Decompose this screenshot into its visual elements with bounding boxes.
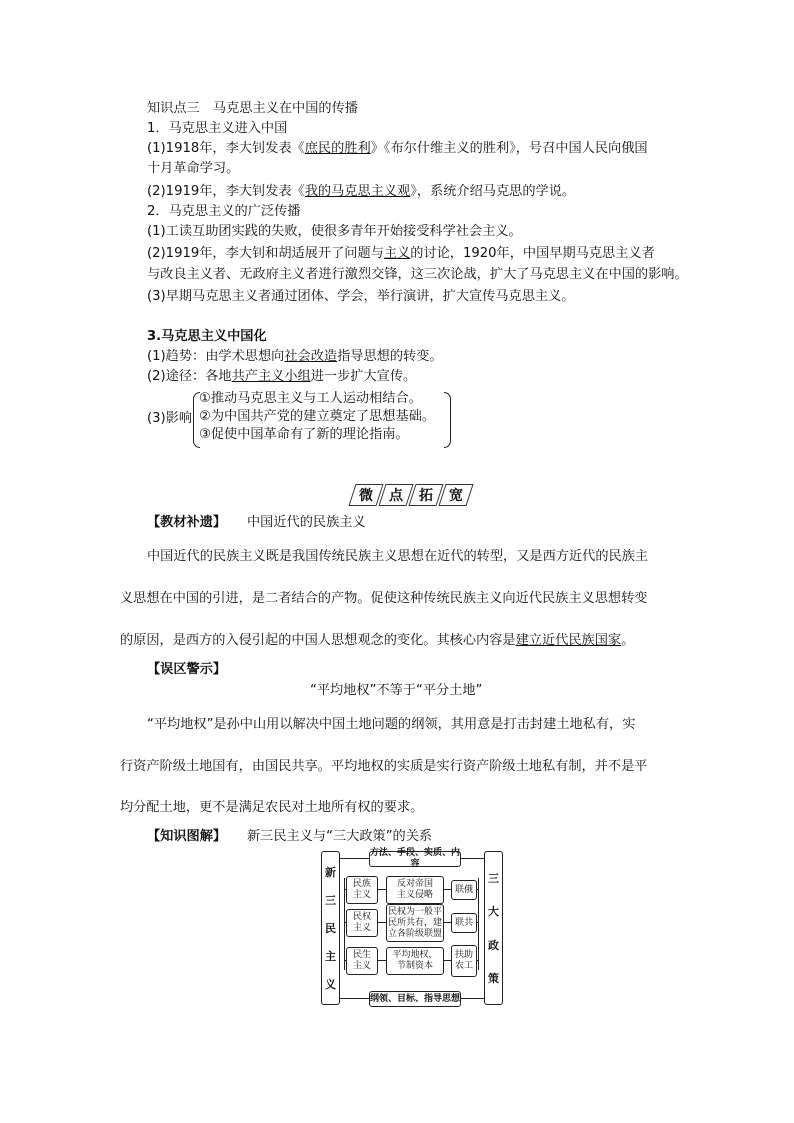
principle-nationalism: 民族 主义: [346, 876, 378, 904]
supplement-line: 中国近代的民族主义既是我国传统民族主义思想在近代的转型，又是西方近代的民族主: [147, 549, 649, 564]
influence-item: ①推动马克思主义与工人运动相结合。: [199, 391, 422, 406]
content-box: 民权为一般平 民所共有，建 立各阶级联盟: [386, 904, 444, 942]
diagram-title: 新三民主义与“三大政策”的关系: [247, 829, 433, 844]
supplement-title: 中国近代的民族主义: [247, 515, 366, 530]
paragraph-2: (2)1919年，李大钊发表《我的马克思主义观》，系统介绍马克思的学说。: [147, 184, 576, 199]
three-policies-box: 三 大 政 策: [484, 851, 503, 1005]
warning-line: 均分配土地，更不是满足农民对土地所有权的要求。: [120, 800, 424, 815]
paragraph-1-cont: 十月革命学习。: [147, 161, 240, 176]
influence-item: ②为中国共产党的建立奠定了思想基础。: [199, 409, 436, 424]
link-shumin: 庶民的胜利: [304, 141, 371, 156]
supplement-line: 的原因，是西方的入侵引起的中国人思想观念的变化。其核心内容是建立近代民族国家。: [120, 633, 635, 648]
diagram-tag: 【知识图解】: [147, 829, 227, 844]
content-box: 反对帝国 主义侵略: [386, 876, 444, 904]
bottom-label-box: 纲领、目标、指导思想: [369, 991, 461, 1007]
policy-assist-workers-peasants: 扶助 农工: [451, 945, 477, 977]
warning-line: “平均地权”是孙中山用以解决中国土地问题的纲领，其用意是打击封建土地私有，实: [147, 717, 636, 732]
content-box: 平均地权， 节制资本: [386, 947, 444, 975]
new-three-principles-box: 新 三 民 主 义: [321, 851, 340, 1005]
point-2-cont: 与改良主义者、无政府主义者进行激烈交锋，这三次论战，扩大了马克思主义在中国的影响。: [147, 267, 688, 282]
influence-item: ③促使中国革命有了新的理论指南。: [199, 427, 409, 442]
path-line: (2)途径：各地共产主义小组进一步扩大宣传。: [147, 369, 417, 384]
warning-tag: 【误区警示】: [147, 662, 227, 677]
warning-line: 行资产阶级土地国有，由国民共享。平均地权的实质是实行资产阶级土地私有制，并不是平: [120, 759, 648, 774]
principle-democracy: 民权 主义: [346, 909, 378, 937]
paragraph-1: (1)1918年，李大钊发表《庶民的胜利》《布尔什维主义的胜利》，号召中国人民向俄国: [147, 141, 648, 156]
principle-livelihood: 民生 主义: [346, 947, 378, 975]
policy-ally-communists: 联共: [451, 913, 477, 933]
policy-ally-russia: 联俄: [451, 880, 477, 900]
point-1: (1)工读互助团实践的失败，使很多青年开始接受科学社会主义。: [147, 224, 522, 239]
subheading-3: 3.马克思主义中国化: [147, 329, 267, 344]
top-label-box: 方法、手段、实质、内容: [370, 848, 461, 869]
section-title: 知识点三 马克思主义在中国的传播: [147, 101, 358, 116]
section-banner: 微 点 拓 宽: [352, 484, 472, 506]
supplement-line: 义思想在中国的引进，是二者结合的产物。促使这种传统民族主义向近代民族主义思想转变: [120, 591, 648, 606]
right-brace: [444, 392, 451, 448]
point-3: (3)早期马克思主义者通过团体、学会，举行演讲，扩大宣传马克思主义。: [147, 289, 575, 304]
warning-title: “平均地权”不等于“平分土地”: [310, 683, 483, 698]
trend-line: (1)趋势：由学术思想向社会改造指导思想的转变。: [147, 349, 443, 364]
influence-label: (3)影响: [147, 411, 193, 426]
subheading-1: 1．马克思主义进入中国: [147, 121, 288, 136]
point-2: (2)1919年，李大钊和胡适展开了问题与主义的讨论，1920年，中国早期马克思主义者: [147, 246, 655, 261]
supplement-tag: 【教材补遗】: [147, 515, 227, 530]
subheading-2: 2．马克思主义的广泛传播: [147, 204, 301, 219]
